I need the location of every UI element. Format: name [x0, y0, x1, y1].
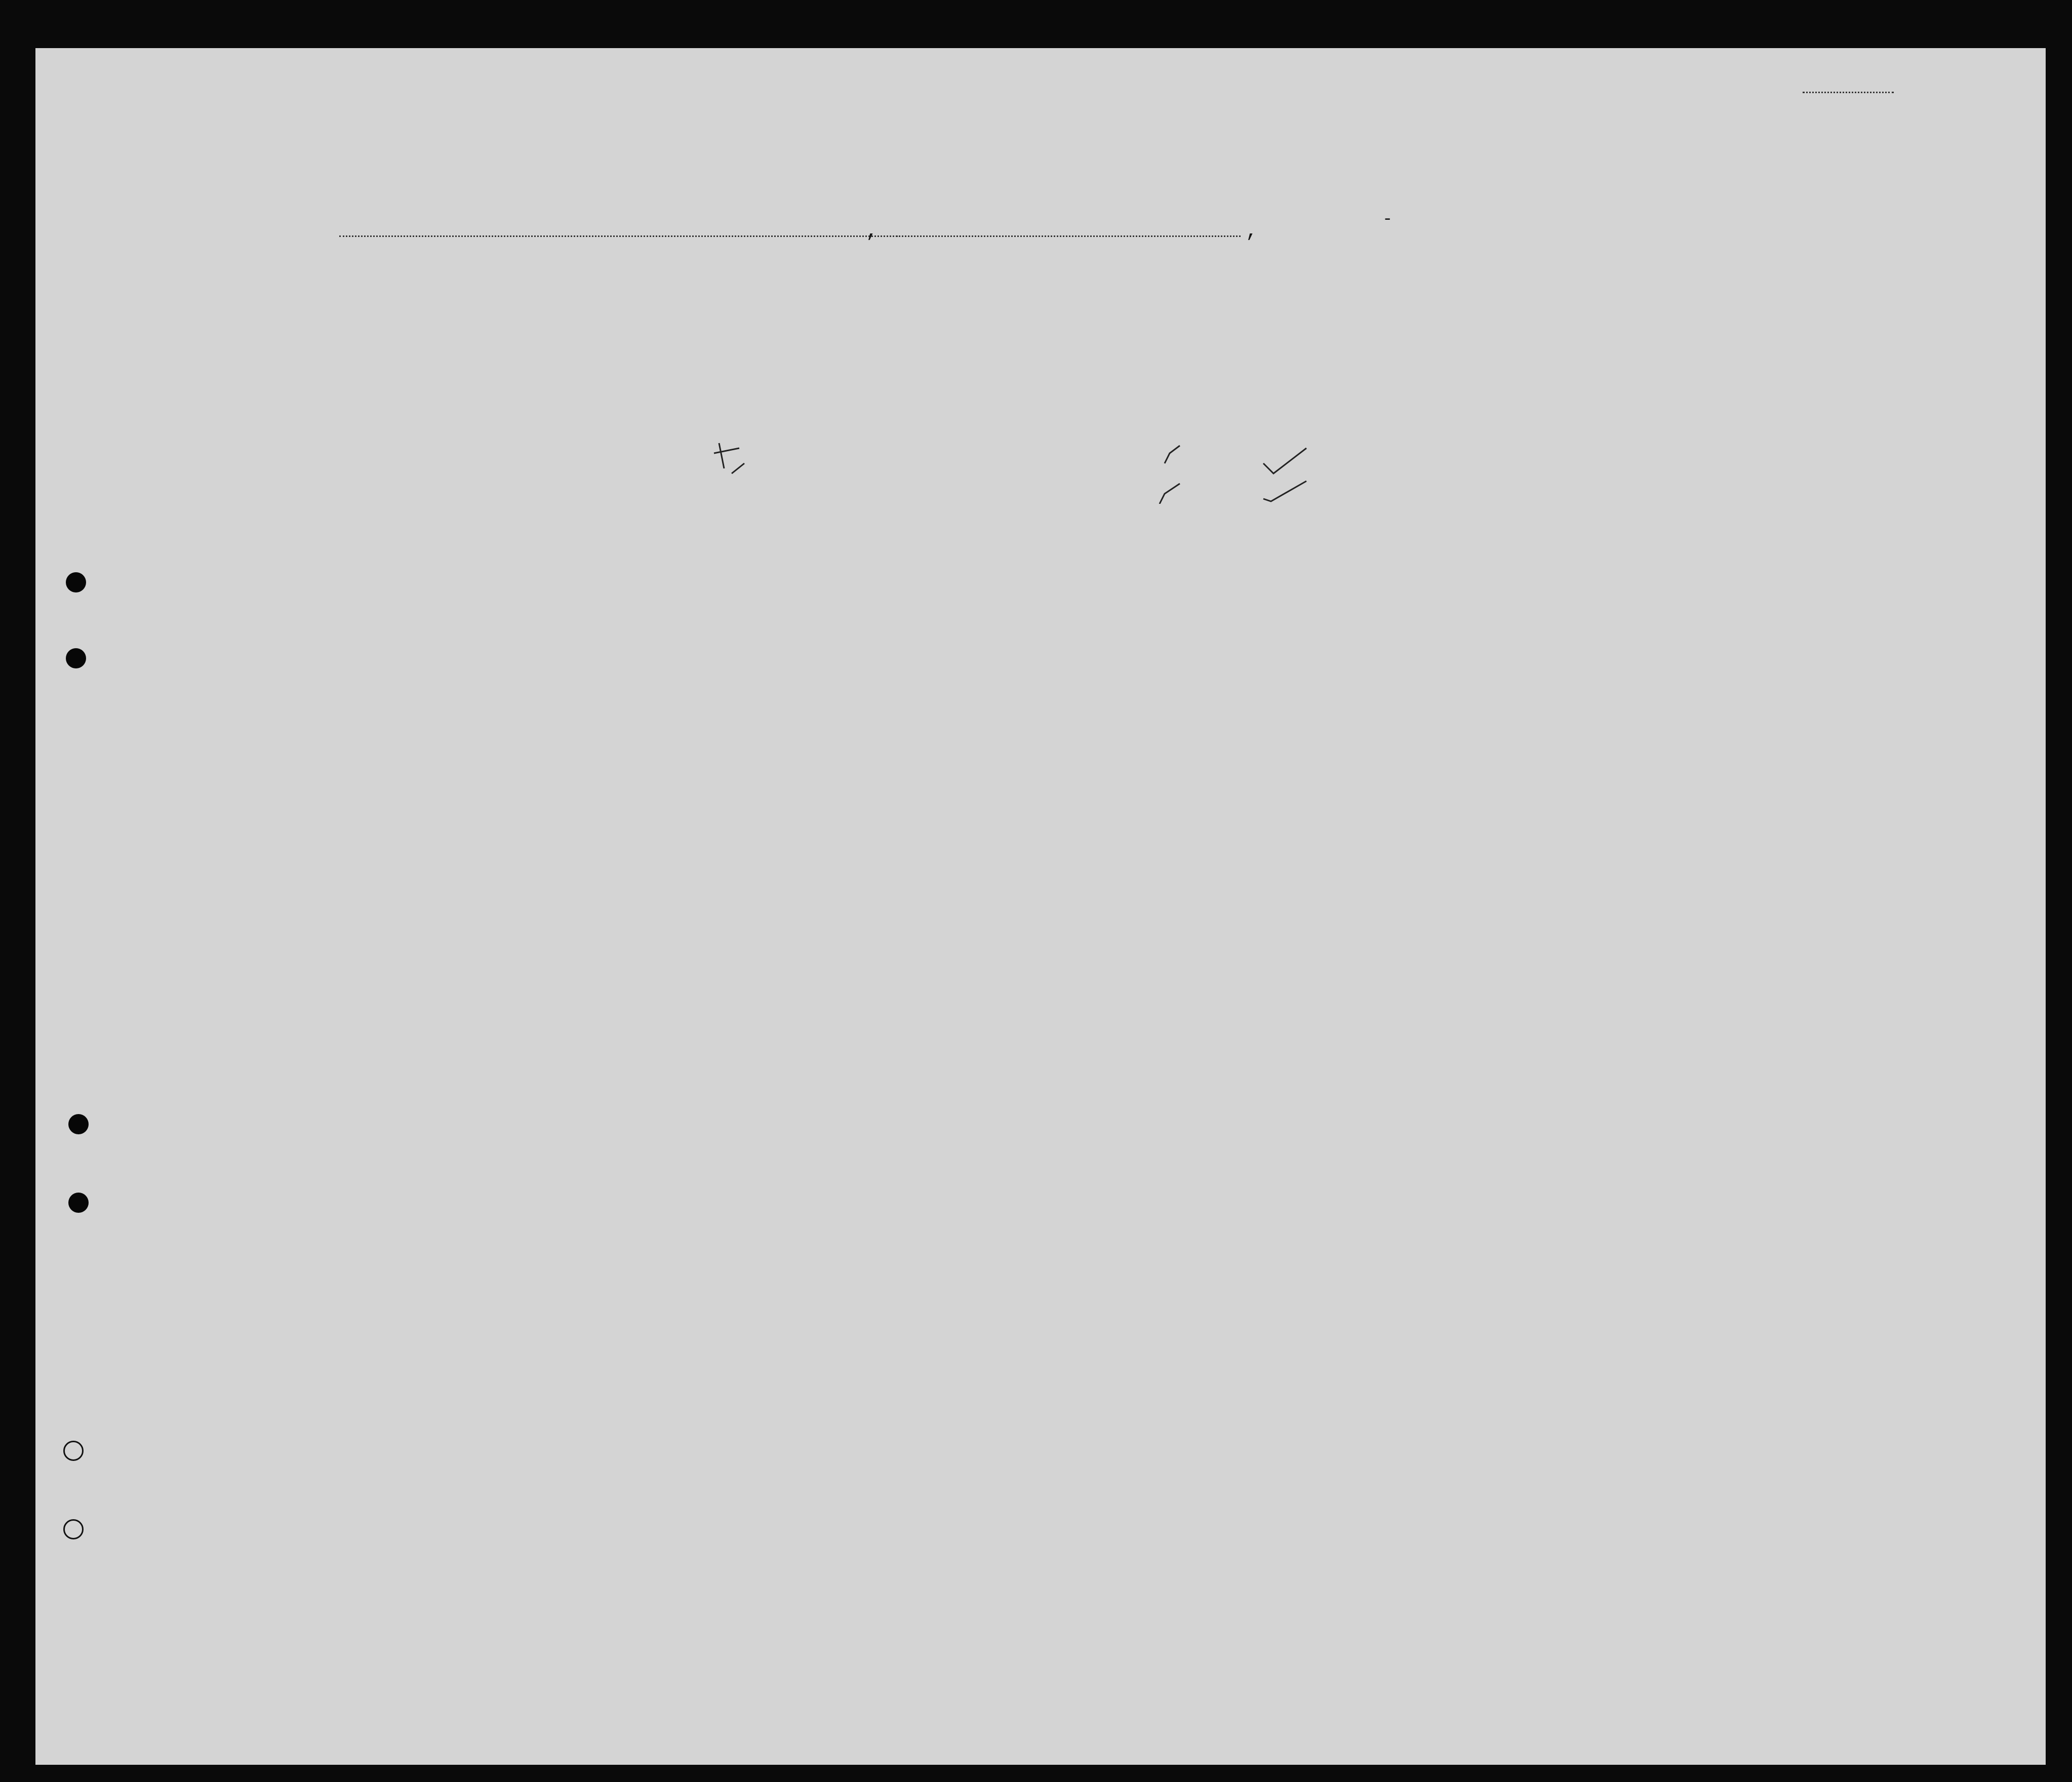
table-grid [35, 48, 2046, 1765]
punch-hole [66, 572, 86, 592]
header-polygamist [1352, 306, 1367, 448]
header-return [1162, 309, 1192, 456]
check-marks-citizen [1261, 443, 1322, 504]
punch-hole [63, 1519, 84, 1539]
header-money [705, 306, 721, 458]
punch-hole [63, 1441, 84, 1461]
money-annotation-mark [704, 438, 754, 484]
header-citizen [1273, 309, 1304, 456]
port-dotted-line [339, 235, 906, 237]
punch-hole [68, 1193, 89, 1213]
manifest-sheet [35, 48, 2046, 1765]
header-inches [1729, 387, 1740, 448]
header-prison [1309, 296, 1339, 448]
date-dotted-line [896, 235, 1241, 237]
comma-1: , [866, 220, 879, 243]
row1-relative [167, 423, 206, 548]
row1-offer [1452, 425, 1491, 551]
check-marks-purpose [1139, 443, 1241, 504]
list-dotted-line [1803, 92, 1894, 93]
punch-hole [68, 1114, 89, 1134]
header-anarchist [1380, 306, 1395, 448]
row1-joining [897, 423, 936, 580]
header-ticket [591, 306, 608, 453]
header-deported [1537, 296, 1562, 448]
comma-2: , [1246, 220, 1258, 243]
header-feet [1704, 387, 1715, 448]
row2-before-where [835, 483, 874, 577]
dash-mark: - [1382, 210, 1393, 229]
punch-hole [66, 648, 86, 668]
